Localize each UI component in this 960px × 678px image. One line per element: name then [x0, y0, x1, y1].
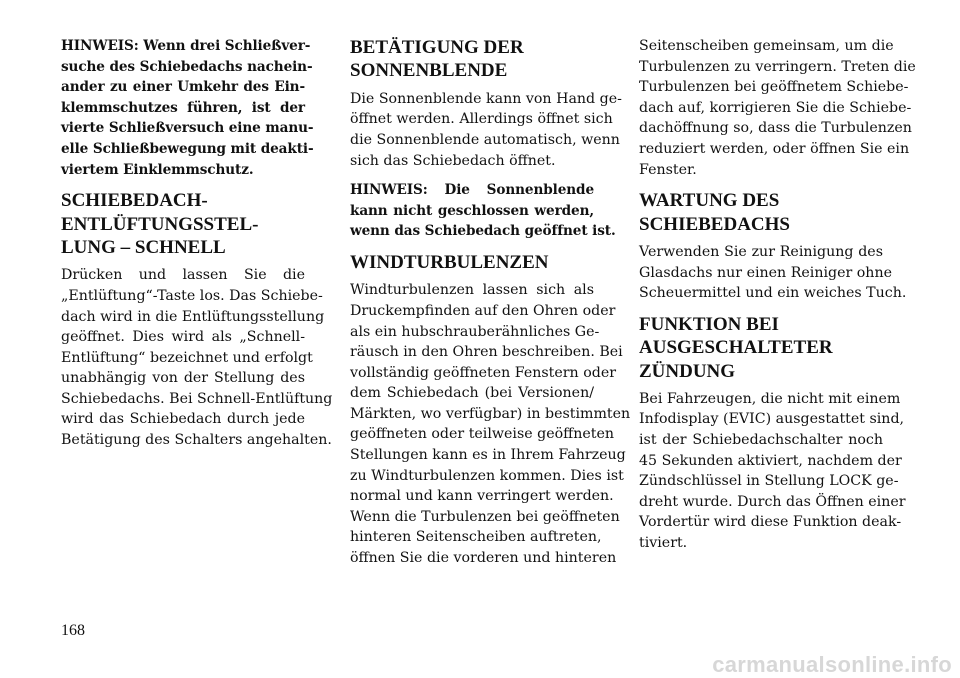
text-line: FUNKTION BEI — [639, 313, 779, 335]
text-line: Verwenden Sie zur Reinigung des — [639, 243, 883, 260]
paragraph-sunroof-maintenance — [639, 242, 907, 304]
heading-ignition-off-operation — [639, 313, 883, 383]
text-line: Seitenscheiben gemeinsam, um die — [639, 38, 894, 54]
text-line: SCHIEBEDACH- — [61, 190, 208, 212]
text-line: ist der Schiebedachschalter noch — [639, 432, 883, 449]
text-line: Turbulenzen zu verringern. Treten die — [639, 58, 916, 75]
text-line: vierte Schließversuch eine manu- — [61, 120, 314, 137]
paragraph-ignition-off-operation — [639, 389, 906, 554]
text-line: kann nicht geschlossen werden, — [350, 202, 594, 219]
text-line: geöffneten oder teilweise geöffneten — [350, 426, 614, 443]
text-line: räusch in den Ohren beschreiben. Bei — [350, 344, 623, 361]
text-line: dachöffnung so, dass die Turbulenzen — [639, 120, 912, 137]
text-line: reduziert werden, oder öffnen Sie ein — [639, 140, 910, 157]
text-line: unabhängig von der Stellung des — [61, 370, 305, 387]
text-line: Märkten, wo verfügbar) in bestimmten — [350, 405, 631, 422]
text-line: hinteren Seitenscheiben auftreten, — [350, 529, 602, 546]
paragraph-sunshade — [350, 89, 622, 171]
heading-sunshade — [350, 36, 594, 83]
text-line: HINWEIS: Wenn drei Schließver- — [61, 38, 311, 54]
text-line: SCHIEBEDACHS — [639, 213, 790, 235]
text-line: tiviert. — [639, 535, 688, 552]
text-line: vollständig geöffneten Fenstern oder — [350, 364, 617, 381]
text-line: ZÜNDUNG — [639, 360, 736, 382]
text-line: geöffnet. Dies wird als „Schnell- — [61, 329, 305, 346]
paragraph-wind-buffeting — [350, 280, 631, 568]
text-line: Drücken und lassen Sie die — [61, 267, 305, 284]
text-line: Entlüftung“ bezeichnet und erfolgt — [61, 349, 313, 366]
heading-quick-vent — [61, 189, 305, 259]
text-line: wird das Schiebedach durch jede — [61, 411, 305, 428]
text-line: suche des Schiebedachs nachein- — [61, 58, 313, 75]
watermark: carmanualsonline.info — [712, 652, 952, 677]
column-1 — [61, 36, 333, 460]
text-line: öffnen Sie die vorderen und hinteren — [350, 550, 617, 567]
column-3 — [639, 36, 916, 563]
paragraph-wind-buffeting-cont — [639, 36, 916, 180]
text-line: Scheuermittel und ein weiches Tuch. — [639, 285, 907, 302]
text-line: 45 Sekunden aktiviert, nachdem der — [639, 452, 902, 469]
text-line: dem Schiebedach (bei Versionen/ — [350, 385, 594, 402]
text-line: dach auf, korrigieren Sie die Schiebe- — [639, 99, 912, 116]
text-line: viertem Einklemmschutz. — [61, 161, 254, 178]
text-line: Wenn die Turbulenzen bei geöffneten — [350, 508, 620, 525]
text-line: zu Windturbulenzen kommen. Dies ist — [350, 467, 624, 484]
text-line: AUSGESCHALTETER — [639, 337, 833, 359]
text-line: WARTUNG DES — [639, 190, 780, 212]
text-line: die Sonnenblende automatisch, wenn — [350, 131, 620, 148]
text-line: elle Schließbewegung mit deakti- — [61, 140, 314, 157]
heading-sunroof-maintenance — [639, 189, 883, 236]
text-line: Betätigung des Schalters angehalten. — [61, 432, 332, 449]
text-line: Vordertür wird diese Funktion deak- — [639, 514, 902, 531]
column-2 — [350, 36, 631, 578]
text-line: Druckempfinden auf den Ohren oder — [350, 302, 616, 319]
text-line: LUNG – SCHNELL — [61, 236, 226, 258]
text-line: Zündschlüssel in Stellung LOCK ge- — [639, 473, 899, 490]
note-pinch-protection — [61, 36, 314, 180]
heading-wind-buffeting — [350, 251, 594, 274]
text-line: normal und kann verringert werden. — [350, 488, 614, 505]
text-line: ander zu einer Umkehr des Ein- — [61, 79, 305, 96]
text-line: Turbulenzen bei geöffnetem Schiebe- — [639, 79, 909, 96]
text-line: Die Sonnenblende kann von Hand ge- — [350, 90, 622, 107]
text-line: Stellungen kann es in Ihrem Fahrzeug — [350, 447, 626, 464]
text-line: Fenster. — [639, 161, 697, 178]
page-number: 168 — [61, 622, 85, 639]
text-line: Glasdachs nur einen Reiniger ohne — [639, 264, 892, 281]
text-line: Infodisplay (EVIC) ausgestattet sind, — [639, 411, 905, 428]
text-line: als ein hubschrauberähnliches Ge- — [350, 323, 600, 340]
text-line: öffnet werden. Allerdings öffnet sich — [350, 111, 613, 128]
text-line: dreht wurde. Durch das Öffnen einer — [639, 493, 906, 510]
text-line: wenn das Schiebedach geöffnet ist. — [350, 223, 616, 240]
text-line: dach wird in die Entlüftungsstellung — [61, 308, 325, 325]
text-line: Schiebedachs. Bei Schnell-Entlüftung — [61, 390, 333, 407]
text-line: klemmschutzes führen, ist der — [61, 99, 305, 116]
note-sunshade — [350, 180, 616, 242]
text-line: Windturbulenzen lassen sich als — [350, 282, 594, 299]
text-line: „Entlüftung“-Taste los. Das Schiebe- — [61, 287, 323, 304]
text-line: WINDTURBULENZEN — [350, 251, 549, 273]
text-line: sich das Schiebedach öffnet. — [350, 152, 556, 169]
paragraph-quick-vent — [61, 265, 333, 450]
text-line: BETÄTIGUNG DER — [350, 37, 524, 58]
text-line: ENTLÜFTUNGSSTEL- — [61, 213, 259, 235]
text-line: HINWEIS: Die Sonnenblende — [350, 182, 594, 199]
text-line: SONNENBLENDE — [350, 60, 508, 82]
text-line: Bei Fahrzeugen, die nicht mit einem — [639, 390, 901, 407]
